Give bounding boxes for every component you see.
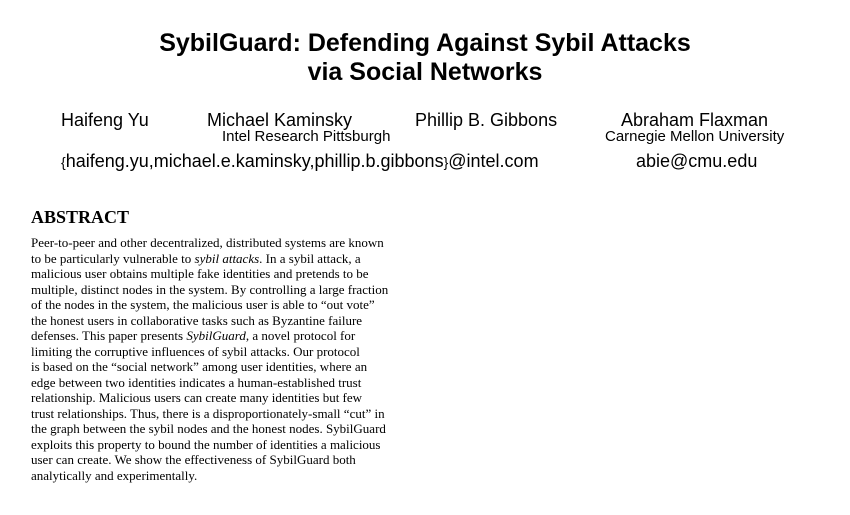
abstract-line xyxy=(31,266,421,282)
abstract-text: , a novel protocol for xyxy=(245,328,356,343)
abstract-text: malicious user obtains multiple fake identities and pretends to be xyxy=(31,266,369,281)
email-intel xyxy=(61,150,539,173)
email-brace-open: { xyxy=(61,154,66,170)
abstract-text: to be particularly vulnerable to xyxy=(31,250,195,266)
abstract-line xyxy=(31,297,421,313)
abstract-line xyxy=(31,375,421,391)
abstract-text: analytically and experimentally. xyxy=(31,467,198,483)
abstract-text: multiple, distinct nodes in the system. By controlling a large fraction xyxy=(31,281,389,297)
author-michael-kaminsky: Michael Kaminsky xyxy=(207,110,353,130)
abstract-line xyxy=(31,251,421,267)
abstract-line xyxy=(31,328,421,344)
abstract-line xyxy=(31,344,421,360)
abstract-text: edge between two identities indicates a human-established trust xyxy=(31,374,362,390)
abstract-line xyxy=(31,452,421,468)
email-intel-users: haifeng.yu,michael.e.kaminsky,phillip.b.gibbons xyxy=(65,151,444,171)
author-abraham-flaxman: Abraham Flaxman xyxy=(621,110,769,130)
abstract-line xyxy=(31,437,421,453)
abstract-text: defenses. This paper presents xyxy=(31,328,187,343)
abstract-line xyxy=(31,406,421,422)
abstract-body xyxy=(31,235,421,483)
abstract-text: the graph between the sybil nodes and the honest nodes. SybilGuard xyxy=(31,421,386,436)
abstract-text: exploits this property to bound the number of identities a malicious xyxy=(31,436,381,452)
email-cmu: abie@cmu.edu xyxy=(636,151,758,171)
abstract-text: user can create. We show the effectiveness of SybilGuard both xyxy=(31,452,356,467)
author-haifeng-yu: Haifeng Yu xyxy=(61,110,149,130)
abstract-text: trust relationships. Thus, there is a disproportionately-small “cut” in xyxy=(31,405,385,421)
abstract-text: relationship. Malicious users can create many identities but few xyxy=(31,390,363,405)
author-phillip-gibbons: Phillip B. Gibbons xyxy=(415,110,558,130)
abstract-text: of the nodes in the system, the malicious user is able to “out vote” xyxy=(31,297,375,312)
abstract-line xyxy=(31,313,421,329)
abstract-text: Peer-to-peer and other decentralized, distributed systems are known xyxy=(31,235,384,250)
email-brace-close: } xyxy=(443,154,449,170)
abstract-line xyxy=(31,282,421,298)
title-line-2: via Social Networks xyxy=(307,58,543,86)
abstract-heading: ABSTRACT xyxy=(31,207,130,227)
abstract-line xyxy=(31,468,421,484)
abstract-line xyxy=(31,421,421,437)
affiliation-intel: Intel Research Pittsburgh xyxy=(222,128,391,145)
abstract-line xyxy=(31,359,421,375)
abstract-text: limiting the corruptive influences of sybil attacks. Our protocol xyxy=(31,343,360,359)
abstract-emphasis: SybilGuard xyxy=(186,328,246,343)
abstract-line xyxy=(31,390,421,406)
paper-title xyxy=(0,29,850,87)
abstract-text: . In a sybil attack, a xyxy=(259,250,361,266)
abstract-text: is based on the “social network” among user identities, where an xyxy=(31,359,368,374)
abstract-text: the honest users in collaborative tasks such as Byzantine failure xyxy=(31,312,363,328)
abstract-line xyxy=(31,235,421,251)
title-line-1: SybilGuard: Defending Against Sybil Attacks xyxy=(159,29,691,57)
email-intel-domain: @intel.com xyxy=(448,151,539,171)
abstract-emphasis: sybil attacks xyxy=(194,250,260,266)
affiliation-cmu: Carnegie Mellon University xyxy=(605,128,785,145)
